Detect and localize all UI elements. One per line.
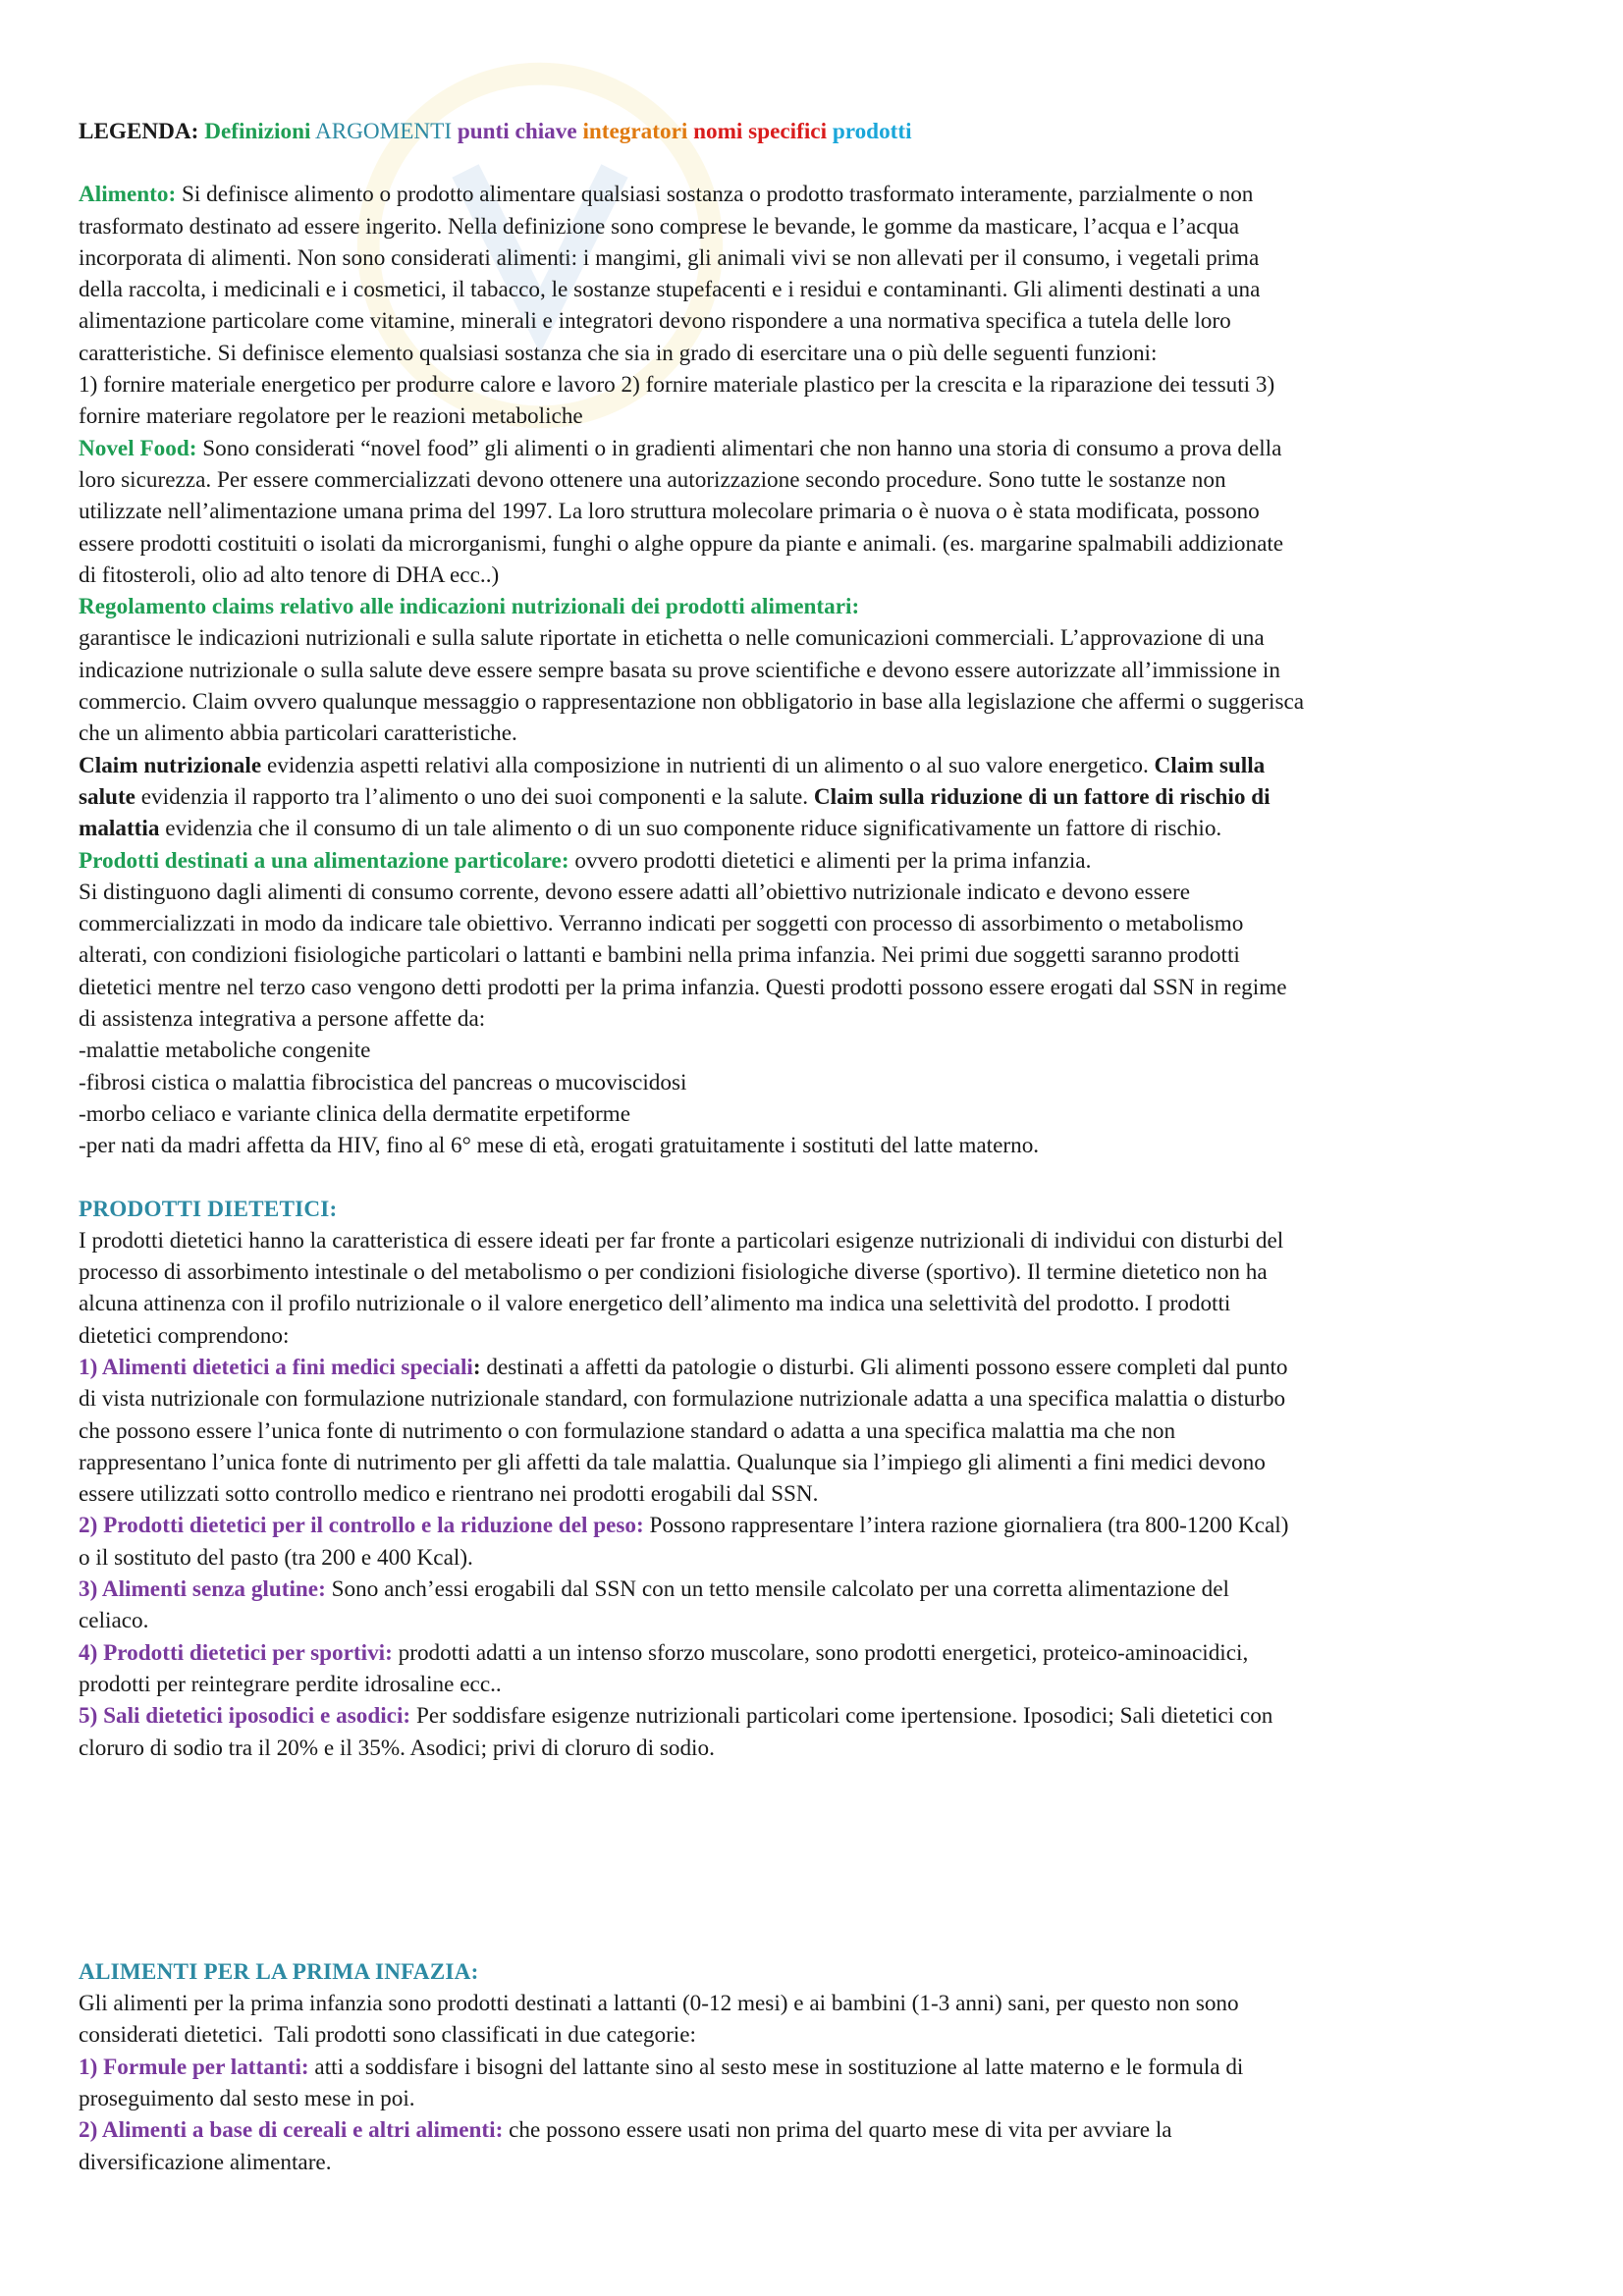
legend	[79, 116, 1561, 147]
dietetici-heading: PRODOTTI DIETETICI:	[79, 1196, 338, 1222]
novel-food-line: loro sicurezza. Per essere commercializzati devono ottenere una autorizzazione secondo procedure. Sono tutte le sostanze non	[79, 466, 1226, 493]
infanzia-item-1-term: 1) Formule per lattanti:	[79, 2054, 309, 2080]
particolare-line: commercializzati in modo da indicare tale obiettivo. Verranno indicati per soggetti con processo di assorbimento o metabolismo	[79, 911, 1244, 937]
regolamento-line: indicazione nutrizionale o sulla salute deve essere sempre basata su prove scientifiche e devono essere autorizzate all’immissione in	[79, 657, 1280, 683]
alimento-line: della raccolta, i medicinali e i cosmetici, il tabacco, le sostanze stupefacenti e i residui e contaminanti. Gli alimenti destinati a una	[79, 277, 1261, 303]
infanzia-item-2-term: 2) Alimenti a base di cereali e altri alimenti:	[79, 2117, 504, 2144]
novel-food-line: di fitosteroli, olio ad alto tenore di DHA ecc..)	[79, 561, 500, 588]
novel-food-line: essere prodotti costituiti o isolati da microrganismi, funghi o alghe oppure da piante e animali. (es. margarine spalmabili addizionate	[79, 530, 1284, 557]
claims-line	[79, 781, 1561, 813]
dietetici-item-4-text: prodotti adatti a un intenso sforzo muscolare, sono prodotti energetici, proteico-aminoacidici,	[392, 1639, 1249, 1666]
dietetici-item-2-line: o il sostituto del pasto (tra 200 e 400 Kcal).	[79, 1544, 473, 1571]
dietetici-intro-line: dietetici comprendono:	[79, 1322, 290, 1349]
particolare-text: ovvero prodotti dietetici e alimenti per la prima infanzia.	[568, 847, 1092, 874]
legend-argomenti: ARGOMENTI	[314, 119, 453, 144]
claims-text: evidenzia che il consumo di un tale alimento o di un suo componente riduce significativamente un fattore di rischio.	[159, 816, 1222, 842]
alimento-term: Alimento:	[79, 182, 177, 208]
document-page	[79, 116, 1561, 2178]
dietetici-item-1-line: di vista nutrizionale con formulazione nutrizionale standard, con formulazione nutrizionale adatta a una specifica malattia o disturbo	[79, 1386, 1286, 1413]
novel-food-line	[79, 433, 1561, 464]
dietetici-item-1	[79, 1352, 1561, 1383]
alimento-line	[79, 179, 1561, 210]
alimento-line: caratteristiche. Si definisce elemento qualsiasi sostanza che sia in grado di esercitare una o più delle seguenti funzioni:	[79, 340, 1158, 366]
dietetici-item-1-colon: :	[472, 1354, 481, 1380]
regolamento-term: Regolamento claims relativo alle indicazioni nutrizionali dei prodotti alimentari:	[79, 594, 860, 620]
dietetici-item-2-term: 2) Prodotti dietetici per il controllo e la riduzione del peso:	[79, 1513, 644, 1539]
claims-text: evidenzia il rapporto tra l’alimento o uno dei suoi componenti e la salute.	[135, 783, 814, 810]
claims-line	[79, 813, 1561, 844]
particolare-list-item: -fibrosi cistica o malattia fibrocistica del pancreas o mucoviscidosi	[79, 1069, 687, 1095]
infanzia-item-2-text: che possono essere usati non prima del quarto mese di vita per avviare la	[503, 2117, 1172, 2144]
particolare-list-item: -malattie metaboliche congenite	[79, 1038, 371, 1064]
dietetici-item-1-line: essere utilizzati sotto controllo medico e rientrano nei prodotti erogabili dal SSN.	[79, 1481, 819, 1508]
dietetici-item-3	[79, 1574, 1561, 1605]
dietetici-item-2	[79, 1510, 1561, 1541]
particolare-line	[79, 845, 1561, 877]
particolare-list-item: -morbo celiaco e variante clinica della dermatite erpetiforme	[79, 1100, 631, 1127]
infanzia-item-1	[79, 2052, 1561, 2083]
infanzia-intro-line: Gli alimenti per la prima infanzia sono prodotti destinati a lattanti (0-12 mesi) e ai bambini (1-3 anni) sani, per questo non sono	[79, 1991, 1239, 2017]
claims-line	[79, 750, 1561, 781]
claim-salute-b: salute	[79, 783, 135, 810]
legend-nomi-specifici: nomi specifici	[693, 119, 828, 144]
novel-food-line: utilizzate nell’alimentazione umana prima del 1997. La loro struttura molecolare primaria o è nuova o è stata modificata, possono	[79, 499, 1260, 525]
legend-punti-chiave: punti chiave	[457, 119, 577, 144]
claim-nutrizionale: Claim nutrizionale	[79, 752, 262, 778]
infanzia-item-2-line: diversificazione alimentare.	[79, 2149, 332, 2175]
alimento-line: fornire materiare regolatore per le reazioni metaboliche	[79, 403, 583, 430]
alimento-line: alimentazione particolare come vitamine, minerali e integratori devono rispondere a una normativa specifica a tutela delle loro	[79, 308, 1231, 335]
dietetici-intro-line: processo di assorbimento intestinale o del metabolismo o per condizioni fisiologiche diverse (sportivo). Il termine dietetico non ha	[79, 1259, 1268, 1286]
infanzia-intro-line: considerati dietetici. Tali prodotti sono classificati in due categorie:	[79, 2022, 696, 2049]
claim-rischio-b: malattia	[79, 816, 160, 842]
dietetici-item-3-line: celiaco.	[79, 1608, 149, 1634]
alimento-text: Si definisce alimento o prodotto alimentare qualsiasi sostanza o prodotto trasformato interamente, parzialmente o non	[176, 182, 1254, 208]
dietetici-item-5-text: Per soddisfare esigenze nutrizionali particolari come ipertensione. Iposodici; Sali dietetici con	[410, 1703, 1273, 1730]
particolare-list-item: -per nati da madri affetta da HIV, fino al 6° mese di età, erogati gratuitamente i sostituti del latte materno.	[79, 1133, 1040, 1159]
claim-salute-a: Claim sulla	[1154, 752, 1266, 778]
dietetici-item-5	[79, 1700, 1561, 1732]
regolamento-line: garantisce le indicazioni nutrizionali e sulla salute riportate in etichetta o nelle comunicazioni commerciali. L’approvazione di una	[79, 625, 1265, 652]
dietetici-item-1-text: destinati a affetti da patologie o disturbi. Gli alimenti possono essere completi dal punto	[480, 1354, 1288, 1380]
dietetici-item-3-term: 3) Alimenti senza glutine:	[79, 1576, 326, 1603]
novel-food-term: Novel Food:	[79, 435, 197, 461]
infanzia-item-1-line: proseguimento dal sesto mese in poi.	[79, 2086, 415, 2112]
particolare-line: dietetici mentre nel terzo caso vengono detti prodotti per la prima infanzia. Questi prodotti possono essere erogati dal SSN in regime	[79, 974, 1287, 1000]
dietetici-item-4-term: 4) Prodotti dietetici per sportivi:	[79, 1639, 393, 1666]
particolare-line: alterati, con condizioni fisiologiche particolari o lattanti e bambini nella prima infanzia. Nei primi due soggetti saranno prodotti	[79, 942, 1240, 969]
legend-prodotti: prodotti	[832, 119, 912, 144]
dietetici-item-4	[79, 1637, 1561, 1669]
regolamento-line: che un alimento abbia particolari caratteristiche.	[79, 721, 517, 747]
dietetici-item-1-line: rappresentano l’unica fonte di nutrimento per gli affetti da tale malattia. Qualunque sia l’impiego gli alimenti a fini medici devono	[79, 1449, 1266, 1475]
legend-integratori: integratori	[582, 119, 688, 144]
dietetici-item-5-term: 5) Sali dietetici iposodici e asodici:	[79, 1703, 411, 1730]
alimento-line: trasformato destinato ad essere ingerito. Nella definizione sono comprese le bevande, le gomme da masticare, l’acqua e l’acqua	[79, 213, 1240, 240]
particolare-term: Prodotti destinati a una alimentazione particolare:	[79, 847, 569, 874]
alimento-line: incorporata di alimenti. Non sono considerati alimenti: i mangimi, gli animali vivi se non allevati per il consumo, i vegetali prima	[79, 244, 1260, 271]
claims-text: evidenzia aspetti relativi alla composizione in nutrienti di un alimento o al suo valore energetico.	[261, 752, 1155, 778]
infanzia-item-2	[79, 2114, 1561, 2146]
dietetici-item-5-line: cloruro di sodio tra il 20% e il 35%. Asodici; privi di cloruro di sodio.	[79, 1735, 715, 1761]
dietetici-intro-line: I prodotti dietetici hanno la caratteristica di essere ideati per far fronte a particolari esigenze nutrizionali di individui con disturbi del	[79, 1227, 1284, 1254]
infanzia-item-1-text: atti a soddisfare i bisogni del lattante sino al sesto mese in sostituzione al latte materno e le formula di	[308, 2054, 1244, 2080]
dietetici-item-2-text: Possono rappresentare l’intera razione giornaliera (tra 800-1200 Kcal)	[643, 1513, 1289, 1539]
regolamento-line: commercio. Claim ovvero qualunque messaggio o rappresentazione non obbligatorio in base alla legislazione che affermi o suggerisca	[79, 689, 1305, 716]
infanzia-heading: ALIMENTI PER LA PRIMA INFAZIA:	[79, 1958, 479, 1985]
particolare-line: Si distinguono dagli alimenti di consumo corrente, devono essere adatti all’obiettivo nutrizionale indicato e devono essere	[79, 879, 1191, 905]
dietetici-item-1-line: che possono essere l’unica fonte di nutrimento o con formulazione standard o adatta a una specifica malattia ma che non	[79, 1417, 1176, 1444]
dietetici-item-1-term: 1) Alimenti dietetici a fini medici speciali	[79, 1354, 473, 1380]
legend-title: LEGENDA:	[79, 119, 199, 144]
dietetici-item-4-line: prodotti per reintegrare perdite idrosaline ecc..	[79, 1671, 502, 1697]
dietetici-item-3-text: Sono anch’essi erogabili dal SSN con un tetto mensile calcolato per una corretta alimentazione del	[325, 1576, 1229, 1603]
alimento-line: 1) fornire materiale energetico per produrre calore e lavoro 2) fornire materiale plastico per la crescita e la riparazione dei tessuti 3)	[79, 372, 1275, 399]
novel-food-text: Sono considerati “novel food” gli alimenti o in gradienti alimentari che non hanno una storia di consumo a prova della	[196, 435, 1282, 461]
particolare-line: di assistenza integrativa a persone affette da:	[79, 1006, 486, 1033]
dietetici-intro-line: alcuna attinenza con il profilo nutrizionale o il valore energetico dell’alimento ma indica una selettività del prodotto. I prodotti	[79, 1291, 1231, 1317]
claim-rischio-a: Claim sulla riduzione di un fattore di rischio di	[813, 783, 1271, 810]
legend-definizioni: Definizioni	[204, 119, 311, 144]
